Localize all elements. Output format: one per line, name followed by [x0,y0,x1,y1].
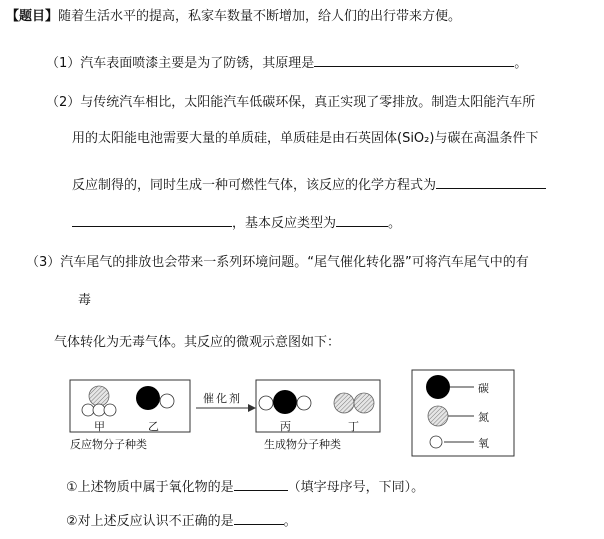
label-ding: 丁 [348,420,359,433]
legend-oxygen-icon [430,436,442,448]
question-3-line-3: 气体转化为无毒气体。其反应的微观示意图如下： [54,335,341,350]
sub-question-1-end: （填字母序号，下同）。 [287,480,425,495]
product-caption: 生成物分子种类 [264,438,341,451]
question-2-line-2: 用的太阳能电池需要大量的单质硅，单质硅是由石英固体(SiO₂)与碳在高温条件下 [72,131,539,146]
reactant-caption: 反应物分子种类 [70,438,147,451]
sub-question-1 [66,476,424,497]
catalyst-label: 催化剂 [203,392,242,405]
label-yi: 乙 [148,420,159,433]
question-2-line-4-end: 。 [388,216,402,231]
answer-blank-incorrect[interactable] [234,510,284,525]
question-3-line-2: 毒 [78,293,92,308]
title-text: 随着生活水平的提高，私家车数量不断增加，给人们的出行带来方便。 [58,9,462,24]
sub-question-2 [66,510,297,531]
question-3-line-1: （3）汽车尾气的排放也会带来一系列环境问题。“尾气催化转化器”可将汽车尾气中的有 [26,255,529,270]
question-2-line-3-text: 反应制得的，同时生成一种可燃性气体，该反应的化学方程式为 [72,178,437,193]
label-jia: 甲 [94,420,105,433]
legend-nitrogen-icon [428,406,448,426]
answer-blank-oxide[interactable] [234,476,288,491]
question-1-end: 。 [514,56,528,71]
question-2-line-4-mid: ，基本反应类型为 [232,216,337,231]
sub-question-2-end: 。 [283,514,297,529]
legend-nitrogen: 氮 [478,411,489,424]
legend-carbon: 碳 [478,382,489,395]
sub-question-2-text: ②对上述反应认识不正确的是 [66,514,234,529]
legend-carbon-icon [426,375,450,399]
question-2-line-1: （2）与传统汽车相比，太阳能汽车低碳环保，真正实现了零排放。制造太阳能汽车所 [46,95,536,110]
question-1-text: （1）汽车表面喷漆主要是为了防锈，其原理是 [46,56,315,71]
label-bing: 丙 [280,420,291,433]
title-prefix: 【题目】 [6,9,59,24]
legend-oxygen: 氧 [478,437,489,450]
sub-question-1-text: ①上述物质中属于氧化物的是 [66,480,234,495]
